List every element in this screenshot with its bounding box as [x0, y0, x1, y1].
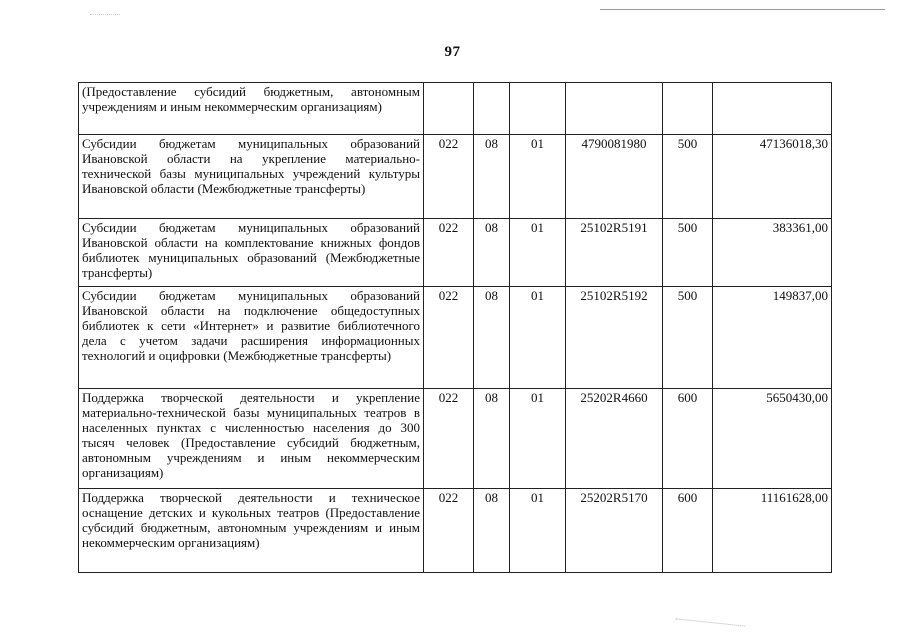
row-amount	[713, 83, 832, 135]
table-row	[79, 287, 832, 389]
row-subsection-code: 01	[510, 489, 566, 573]
row-ministry-code: 022	[424, 219, 474, 287]
row-subsection-code: 01	[510, 219, 566, 287]
row-expense-type: 500	[663, 287, 713, 389]
scan-artifact-line	[600, 9, 885, 10]
row-section-code	[474, 83, 510, 135]
row-section-code: 08	[474, 489, 510, 573]
scan-artifact-specks	[90, 14, 120, 23]
row-amount: 383361,00	[713, 219, 832, 287]
row-target-article: 4790081980	[566, 135, 663, 219]
row-ministry-code: 022	[424, 489, 474, 573]
row-description: Субсидии бюджетам муниципальных образований Ивановской области на подключение общедоступных библиотек к сети «Интернет» и развитие библиотечного дела с учетом задачи расширения информационных технологий и оцифровки (Межбюджетные трансферты)	[79, 287, 424, 389]
row-description: (Предоставление субсидий бюджетным, автономным учреждениям и иным некоммерческим организациям)	[79, 83, 424, 135]
row-subsection-code: 01	[510, 389, 566, 489]
table-row	[79, 489, 832, 573]
row-expense-type: 600	[663, 389, 713, 489]
row-amount: 5650430,00	[713, 389, 832, 489]
row-target-article: 25102R5192	[566, 287, 663, 389]
table-row	[79, 83, 832, 135]
row-amount: 11161628,00	[713, 489, 832, 573]
row-subsection-code: 01	[510, 287, 566, 389]
row-description: Поддержка творческой деятельности и техническое оснащение детских и кукольных театров (Предоставление субсидий бюджетным, автономным учреждениям и иным некоммерческим организациям)	[79, 489, 424, 573]
row-section-code: 08	[474, 389, 510, 489]
row-expense-type	[663, 83, 713, 135]
row-subsection-code: 01	[510, 135, 566, 219]
row-section-code: 08	[474, 287, 510, 389]
scan-artifact-mark	[676, 608, 747, 626]
row-description: Субсидии бюджетам муниципальных образований Ивановской области на укрепление материально-технической базы муниципальных учреждений культуры Ивановской области (Межбюджетные трансферты)	[79, 135, 424, 219]
row-description: Поддержка творческой деятельности и укрепление материально-технической базы муниципальных театров в населенных пунктах с численностью населения до 300 тысяч человек (Предоставление субсидий бюджетным, автономным учреждениям и иным некоммерческим организациям)	[79, 389, 424, 489]
row-expense-type: 500	[663, 219, 713, 287]
row-target-article: 25202R5170	[566, 489, 663, 573]
row-subsection-code	[510, 83, 566, 135]
row-amount: 47136018,30	[713, 135, 832, 219]
row-expense-type: 600	[663, 489, 713, 573]
budget-table	[78, 82, 832, 573]
page-number: 97	[444, 44, 461, 60]
row-description: Субсидии бюджетам муниципальных образований Ивановской области на комплектование книжных фондов библиотек муниципальных образований (Межбюджетные трансферты)	[79, 219, 424, 287]
row-target-article: 25102R5191	[566, 219, 663, 287]
row-amount: 149837,00	[713, 287, 832, 389]
row-ministry-code: 022	[424, 389, 474, 489]
row-target-article	[566, 83, 663, 135]
table-row	[79, 135, 832, 219]
row-ministry-code: 022	[424, 287, 474, 389]
row-target-article: 25202R4660	[566, 389, 663, 489]
row-section-code: 08	[474, 219, 510, 287]
row-ministry-code	[424, 83, 474, 135]
row-expense-type: 500	[663, 135, 713, 219]
table-row	[79, 219, 832, 287]
row-section-code: 08	[474, 135, 510, 219]
row-ministry-code: 022	[424, 135, 474, 219]
table-row	[79, 389, 832, 489]
